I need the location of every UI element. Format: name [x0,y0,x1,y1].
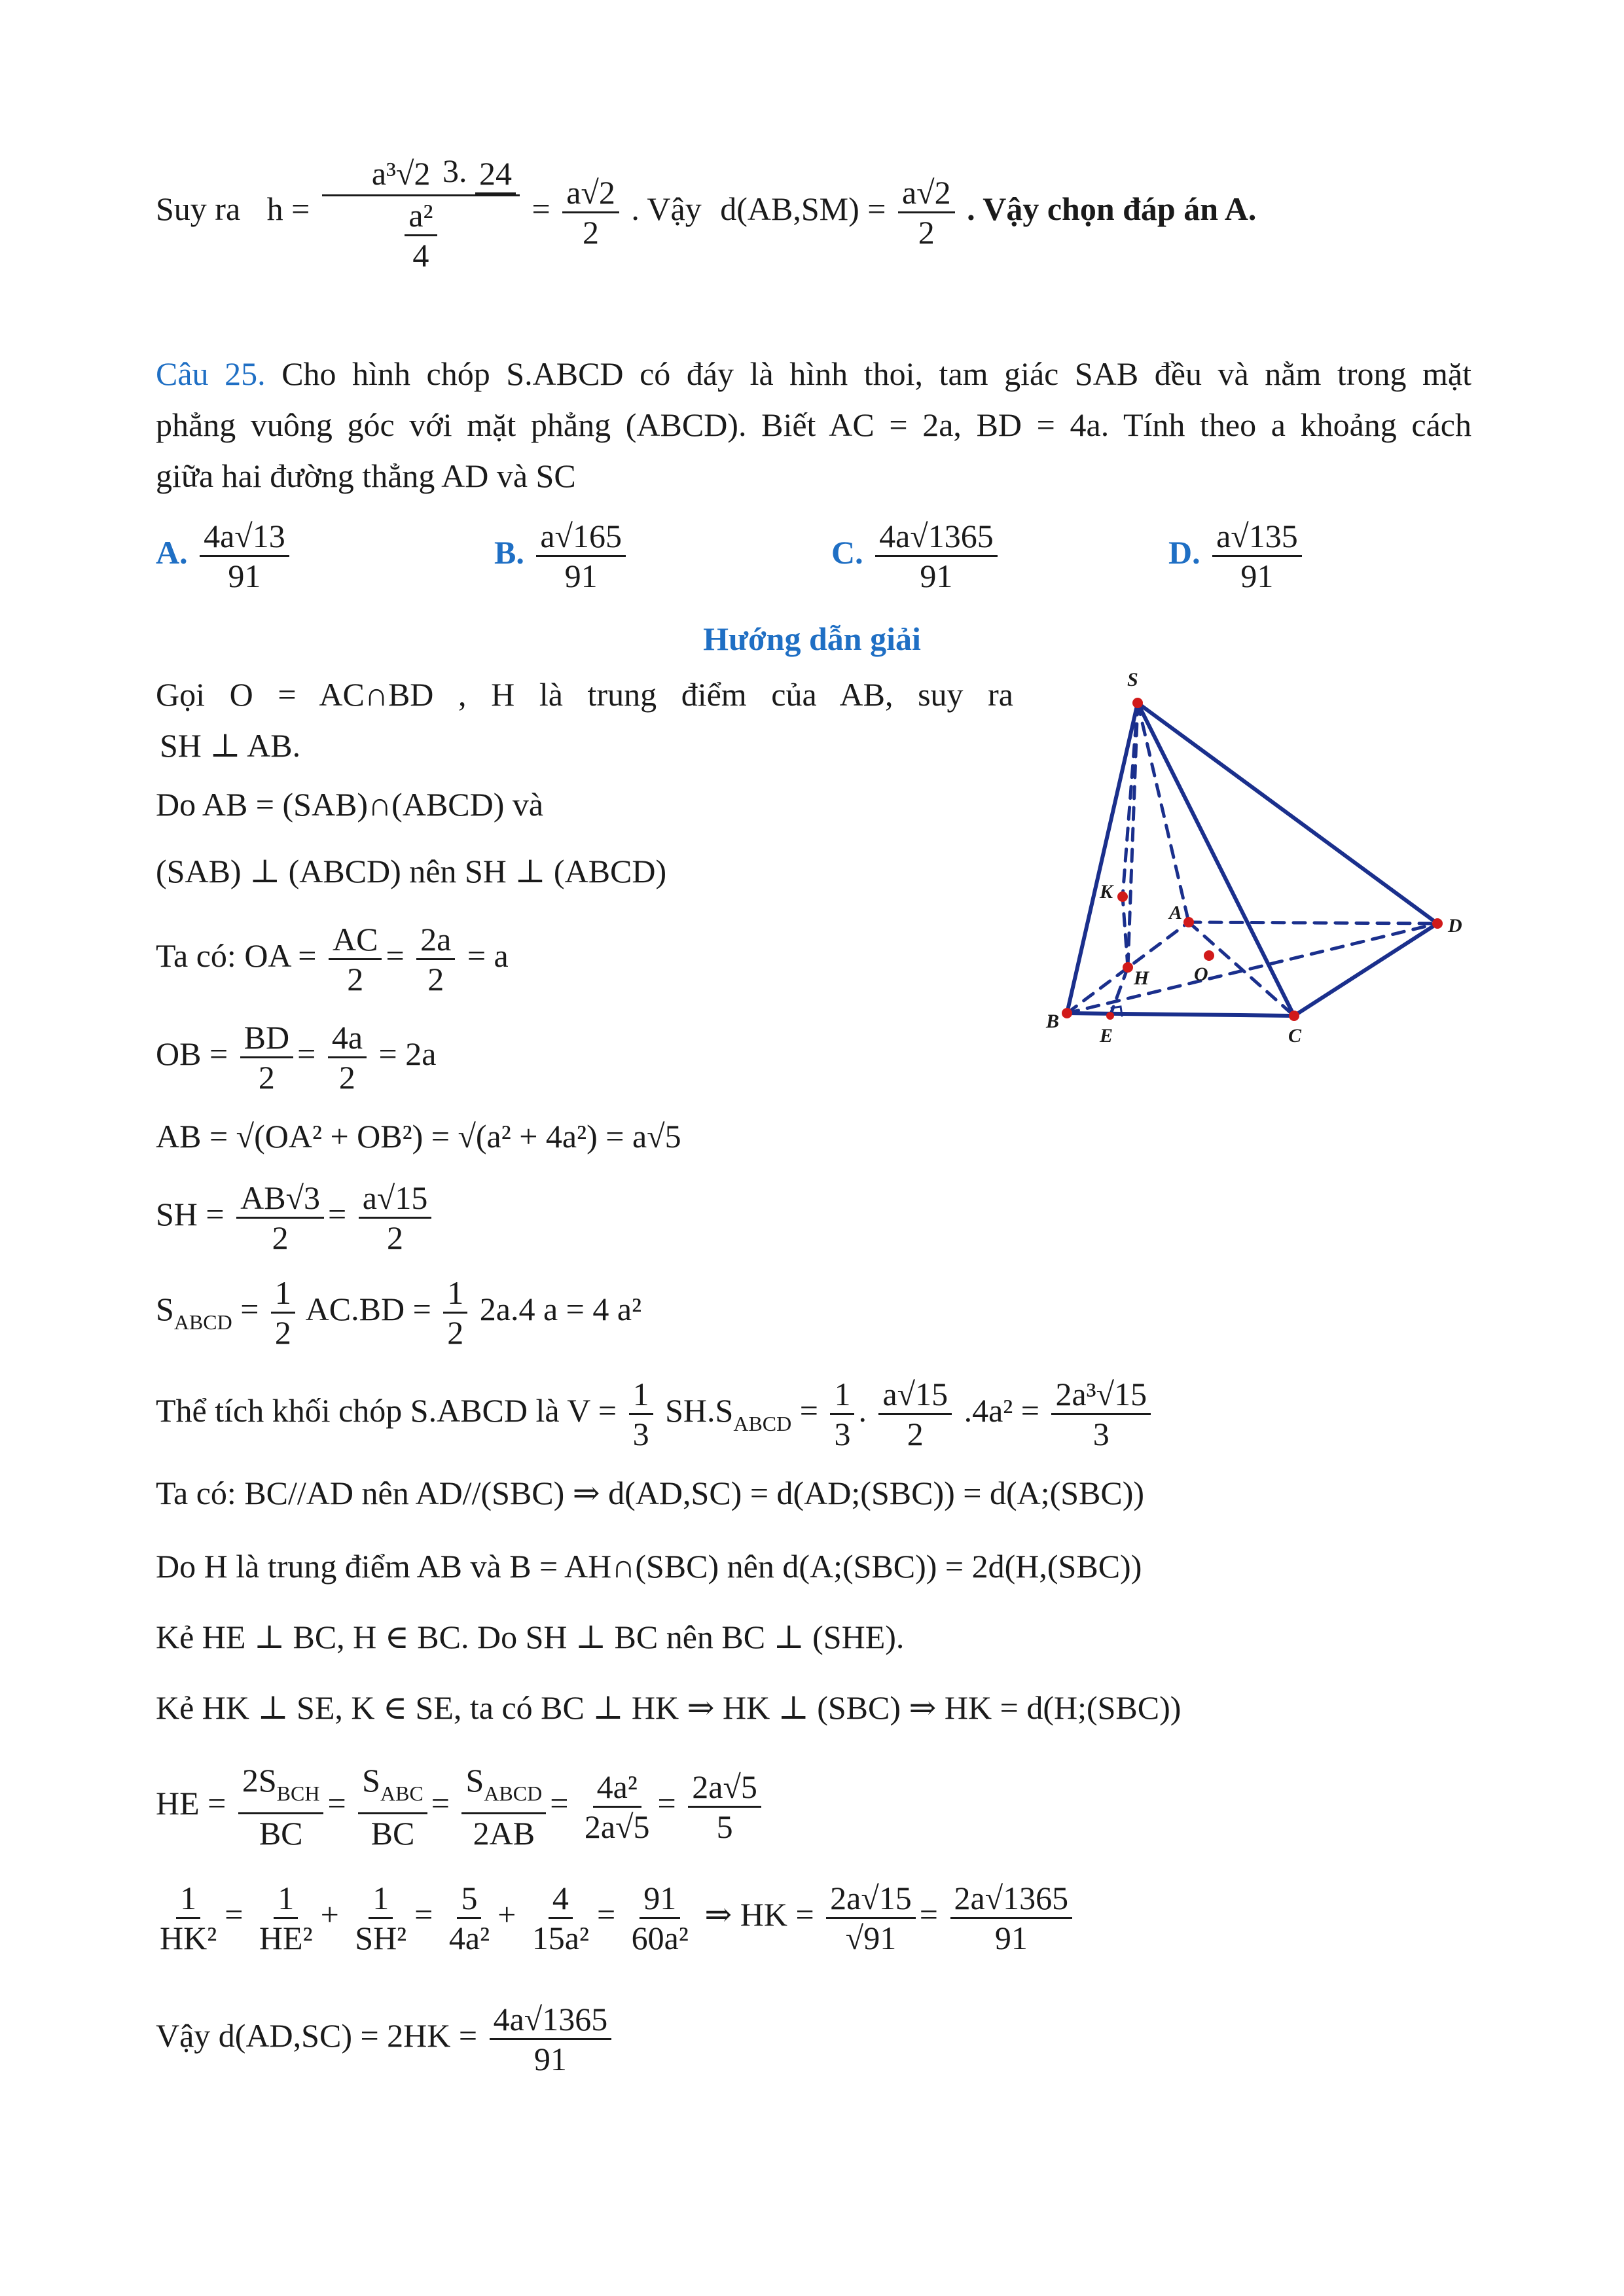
hk-perp-line: Kẻ HK ⊥ SE, K ∈ SE, ta có BC ⊥ HK ⇒ HK ⊥ (SBC) ⇒ HK = d(H;(SBC)) [156,1689,1182,1726]
ob-line: OB = $\frac{BD}{2}$ = $\frac{4a}{2}$ = 2a [156,1019,437,1096]
question-label: Câu 25. [156,355,266,392]
label-e: E [1100,1025,1113,1047]
point-e [1106,1012,1114,1020]
point-h [1123,962,1133,973]
he-perp-line: Kẻ HE ⊥ BC, H ∈ BC. Do SH ⊥ BC nên BC ⊥ (SHE). [156,1619,905,1655]
question-line-3: giữa hai đường thẳng AD và SC [156,457,576,494]
point-c [1289,1011,1299,1021]
solution-heading: Hướng dẫn giải [703,620,921,657]
label-k: K [1100,881,1113,903]
sol-line-1: Gọi O = AC∩BD , H là trung điểm của AB, suy ra [156,676,1013,713]
label-b: B [1046,1011,1060,1032]
dist-fraction: $\frac{a√2}{2}$ [898,173,955,251]
h-result-fraction: $\frac{a√2}{2}$ [562,173,619,251]
option-c: C. $\frac{4a√1365}{91}$ [831,517,1001,595]
label-h: H [1134,967,1149,989]
point-a [1183,917,1194,927]
he-line: HE = $\frac{2S_{BCH}}{BC}$ = $\frac{S_{ABC}}{BC}$ = $\frac{S_{ABCD}}{2AB}$ = $\frac{\text{4a²}}{2a√5}$ = $\frac{2a√5}{5}$ [156,1761,765,1852]
option-d: D. $\frac{a√135}{91}$ [1168,517,1306,595]
hk-line: $\frac{1}{\text{HK²}}$ = $\frac{1}{\text{HE²}}$ + $\frac{1}{\text{SH²}}$ = $\frac{5}{\text{4a²}}$ + $\frac{4}{\text{15a²}}$ = $\frac{91}{\text{60a²}}$ ⇒ HK = $\frac{2a√15}{√91}$ = $\frac{2a√1365}{91}$ [156,1872,1076,1957]
label-o: O [1194,963,1208,985]
area-line: $S_{ABCD}$ = $\frac{1}{2}$ AC.BD = $\frac{1}{2}$ 2a.4 a = 4 a² [156,1274,642,1352]
question-line-1: Câu 25. Cho hình chóp S.ABCD có đáy là hình thoi, tam giác SAB đều và nằm trong mặt [156,355,1472,392]
label-s: S [1127,669,1138,691]
sol-line-3: Do AB = (SAB)∩(ABCD) và [156,786,544,823]
point-o [1204,950,1214,961]
h-line: Do H là trung điểm AB và B = AH∩(SBC) nên d(A;(SBC)) = 2d(H,(SBC)) [156,1548,1142,1585]
top-prefix: Suy ra [156,190,241,227]
sol-line-4: (SAB) ⊥ (ABCD) nên SH ⊥ (ABCD) [156,853,667,889]
point-s [1132,698,1143,708]
bc-line: Ta có: BC//AD nên AD//(SBC) ⇒ d(AD,SC) = d(AD;(SBC)) = d(A;(SBC)) [156,1475,1145,1511]
h-big-fraction: a³√2 3. 24 $\frac{\text{a²}}{4}$ [322,151,520,274]
oa-line: Ta có: OA = $\frac{AC}{2}$ = $\frac{2a}{2}$ = a [156,921,509,998]
option-b: B. $\frac{a√165}{91}$ [494,517,630,595]
option-a: A. $\frac{4a√13}{91}$ [156,517,293,595]
label-a: A [1169,902,1183,924]
point-b [1062,1008,1072,1018]
ab-line: AB = √(OA² + OB²) = √(a² + 4a²) = a√5 [156,1118,681,1155]
top-result-line: Suy ra h = a³√2 3. 24 $\frac{\text{a²}}{4}$ = $\frac{a√2}{2}$ . Vậy d(AB,SM) = $\frac{a√2}{2}$ . Vậy chọn đáp án A. [156,151,1256,274]
sol-line-2: SH ⊥ AB. [160,727,301,764]
label-c: C [1288,1025,1302,1047]
point-k [1117,891,1128,902]
label-d: D [1448,915,1462,937]
volume-line: Thể tích khối chóp S.ABCD là V = $\frac{1}{3}$ $SH.S_{ABCD}$ = $\frac{1}{3}$ . $\frac{a√15}{2}$ .4a² = $\frac{\text{2a³√15}}{3}$ [156,1368,1155,1466]
point-d [1432,918,1443,929]
pyramid-figure [1008,668,1519,1060]
conclusion: . Vậy chọn đáp án A. [967,190,1257,227]
sh-line: SH = $\frac{AB√3}{2}$ = $\frac{a√15}{2}$ [156,1172,435,1257]
final-line: Vậy d(AD,SC) = 2HK = $\frac{4a√1365}{91}$ [156,1993,615,2078]
question-line-2: phẳng vuông góc với mặt phẳng (ABCD). Biết AC = 2a, BD = 4a. Tính theo a khoảng cách [156,406,1471,443]
